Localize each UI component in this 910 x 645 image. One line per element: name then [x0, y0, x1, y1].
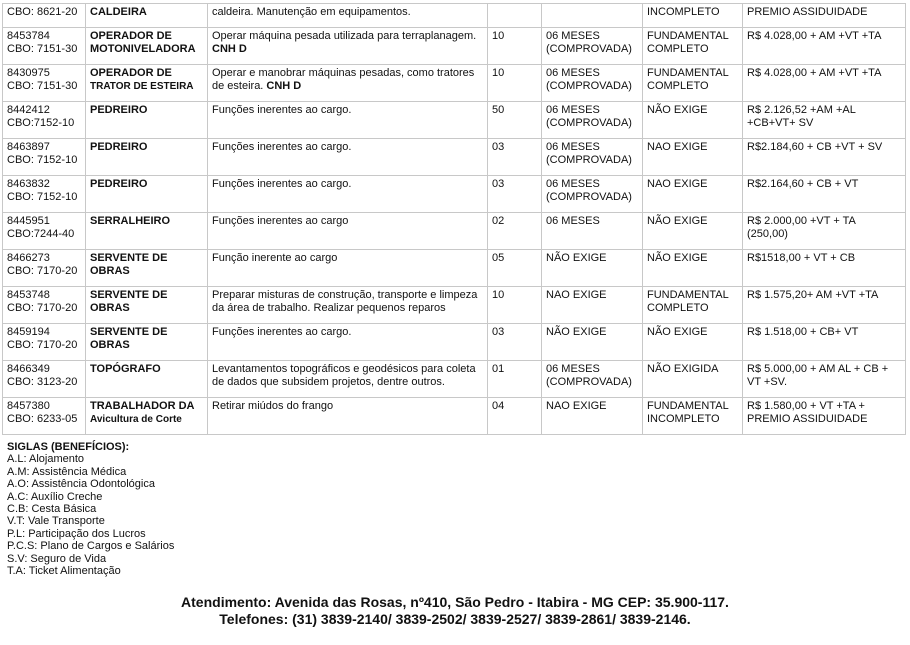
job-title: TRABALHADOR DA: [90, 400, 195, 412]
cell-schooling: [643, 361, 743, 398]
cell-title: [86, 324, 208, 361]
sigla-item: T.A: Ticket Alimentação: [7, 565, 121, 578]
cell-code: [3, 250, 86, 287]
cell-vacancies: [488, 287, 542, 324]
table-row: [3, 4, 906, 28]
cell-schooling: [643, 398, 743, 435]
cell-salary-text: R$2.184,60 + CB +VT + SV: [747, 141, 883, 153]
cell-schooling: [643, 139, 743, 176]
cell-experience: [542, 324, 643, 361]
cell-salary: [743, 250, 906, 287]
cell-vacancies: [488, 139, 542, 176]
cell-vacancies-text: 10: [492, 289, 505, 301]
cell-experience-text: NÃO EXIGE: [546, 252, 607, 264]
cell-experience: [542, 176, 643, 213]
cell-schooling-text: NÃO EXIGE: [647, 215, 708, 227]
cell-salary: [743, 324, 906, 361]
cell-salary: [743, 139, 906, 176]
cell-vacancies-text: 50: [492, 104, 505, 116]
cell-salary-text: R$ 5.000,00 + AM AL + CB + VT +SV.: [747, 363, 889, 388]
jobs-table-body: [3, 4, 906, 435]
cell-description: [208, 28, 488, 65]
cell-description: [208, 213, 488, 250]
cell-title: [86, 4, 208, 28]
cell-salary-text: R$ 2.000,00 +VT + TA (250,00): [747, 215, 856, 240]
cell-description: [208, 176, 488, 213]
description-text: caldeira. Manutenção em equipamentos.: [212, 6, 411, 18]
cell-salary: [743, 4, 906, 28]
cell-code: [3, 4, 86, 28]
cell-schooling: [643, 213, 743, 250]
license-requirement: CNH D: [212, 43, 247, 55]
description-text: Funções inerentes ao cargo.: [212, 178, 352, 190]
cell-code-text: CBO: 8621-20: [7, 6, 78, 18]
job-title-sub: Avicultura de Corte: [90, 414, 182, 425]
cell-code: [3, 65, 86, 102]
cell-schooling-text: NAO EXIGE: [647, 141, 708, 153]
cell-code: [3, 324, 86, 361]
sigla-item: A.M: Assistência Médica: [7, 465, 127, 478]
cell-experience: [542, 65, 643, 102]
cell-code-text: 8453784 CBO: 7151-30: [7, 30, 78, 55]
cell-experience: [542, 139, 643, 176]
cell-title: [86, 28, 208, 65]
cell-title: [86, 287, 208, 324]
description-text: Funções inerentes ao cargo: [212, 215, 349, 227]
description-text: Funções inerentes ao cargo.: [212, 141, 352, 153]
cell-salary-text: R$2.164,60 + CB + VT: [747, 178, 859, 190]
cell-code: [3, 213, 86, 250]
jobs-table: [2, 3, 906, 435]
cell-schooling: [643, 287, 743, 324]
cell-schooling-text: NÃO EXIGIDA: [647, 363, 719, 375]
job-title: SERVENTE DE OBRAS: [90, 289, 168, 314]
cell-description: [208, 250, 488, 287]
cell-schooling-text: NAO EXIGE: [647, 178, 708, 190]
cell-schooling-text: NÃO EXIGE: [647, 326, 708, 338]
cell-salary-text: R$ 2.126,52 +AM +AL +CB+VT+ SV: [747, 104, 856, 129]
cell-salary: [743, 361, 906, 398]
cell-experience: [542, 398, 643, 435]
table-row: [3, 324, 906, 361]
cell-vacancies: [488, 102, 542, 139]
cell-code-text: 8430975 CBO: 7151-30: [7, 67, 78, 92]
cell-experience-text: 06 MESES (COMPROVADA): [546, 178, 632, 203]
siglas-heading: SIGLAS (BENEFÍCIOS):: [7, 441, 130, 453]
sigla-item: V.T: Vale Transporte: [7, 515, 105, 528]
cell-experience-text: 06 MESES (COMPROVADA): [546, 30, 632, 55]
sigla-item: A.O: Assistência Odontológica: [7, 478, 155, 491]
cell-vacancies: [488, 213, 542, 250]
cell-code-text: 8463897 CBO: 7152-10: [7, 141, 78, 166]
cell-code-text: 8442412 CBO:7152-10: [7, 104, 75, 129]
cell-code-text: 8466273 CBO: 7170-20: [7, 252, 78, 277]
cell-schooling-text: FUNDAMENTAL COMPLETO: [647, 289, 729, 314]
cell-vacancies: [488, 250, 542, 287]
table-row: [3, 287, 906, 324]
table-row: [3, 102, 906, 139]
cell-description: [208, 102, 488, 139]
cell-vacancies-text: 01: [492, 363, 505, 375]
cell-experience-text: NAO EXIGE: [546, 400, 607, 412]
cell-vacancies-text: 02: [492, 215, 505, 227]
cell-vacancies: [488, 65, 542, 102]
cell-schooling-text: FUNDAMENTAL COMPLETO: [647, 67, 729, 92]
cell-vacancies-text: 03: [492, 178, 505, 190]
job-title: PEDREIRO: [90, 104, 148, 116]
cell-code-text: 8463832 CBO: 7152-10: [7, 178, 78, 203]
cell-schooling-text: INCOMPLETO: [647, 6, 720, 18]
table-row: [3, 361, 906, 398]
cell-title: [86, 139, 208, 176]
table-row: [3, 139, 906, 176]
sigla-item: P.L: Participação dos Lucros: [7, 527, 146, 540]
cell-code-text: 8459194 CBO: 7170-20: [7, 326, 78, 351]
cell-title: [86, 65, 208, 102]
job-title-sub: TRATOR DE ESTEIRA: [90, 81, 194, 92]
description-text: Levantamentos topográficos e geodésicos para coleta de dados que subsidem projetos, dentre outros.: [212, 363, 476, 388]
cell-schooling-text: FUNDAMENTAL COMPLETO: [647, 30, 729, 55]
cell-description: [208, 398, 488, 435]
cell-schooling-text: FUNDAMENTAL INCOMPLETO: [647, 400, 729, 425]
cell-schooling: [643, 324, 743, 361]
cell-experience: [542, 250, 643, 287]
cell-description: [208, 287, 488, 324]
cell-description: [208, 139, 488, 176]
cell-schooling: [643, 4, 743, 28]
job-title: OPERADOR DE: [90, 67, 172, 79]
description-text: Funções inerentes ao cargo.: [212, 104, 352, 116]
license-requirement: CNH D: [266, 80, 302, 92]
cell-vacancies: [488, 361, 542, 398]
siglas-section: [7, 441, 174, 577]
cell-experience-text: NÃO EXIGE: [546, 326, 607, 338]
footer-address: Atendimento: Avenida das Rosas, nº410, São Pedro - Itabira - MG CEP: 35.900-117.: [181, 594, 729, 610]
cell-vacancies: [488, 176, 542, 213]
cell-description: [208, 361, 488, 398]
description-text: Operar máquina pesada utilizada para terraplanagem.: [212, 30, 477, 42]
cell-vacancies: [488, 4, 542, 28]
cell-salary-text: PREMIO ASSIDUIDADE: [747, 6, 868, 18]
job-title: PEDREIRO: [90, 178, 148, 190]
cell-experience-text: 06 MESES (COMPROVADA): [546, 104, 632, 129]
cell-experience-text: 06 MESES (COMPROVADA): [546, 141, 632, 166]
cell-schooling: [643, 28, 743, 65]
cell-salary: [743, 65, 906, 102]
cell-salary-text: R$1518,00 + VT + CB: [747, 252, 856, 264]
cell-vacancies: [488, 28, 542, 65]
cell-description: [208, 4, 488, 28]
cell-title: [86, 398, 208, 435]
cell-description: [208, 65, 488, 102]
description-text: Retirar miúdos do frango: [212, 400, 334, 412]
cell-vacancies-text: 10: [492, 30, 505, 42]
cell-title: [86, 213, 208, 250]
cell-vacancies: [488, 398, 542, 435]
cell-salary: [743, 213, 906, 250]
cell-vacancies: [488, 324, 542, 361]
cell-experience: [542, 287, 643, 324]
job-title: CALDEIRA: [90, 6, 147, 18]
cell-salary: [743, 287, 906, 324]
cell-experience-text: NAO EXIGE: [546, 289, 607, 301]
cell-experience-text: 06 MESES: [546, 215, 600, 227]
cell-code: [3, 361, 86, 398]
cell-title: [86, 176, 208, 213]
cell-experience-text: 06 MESES (COMPROVADA): [546, 67, 632, 92]
cell-code-text: 8453748 CBO: 7170-20: [7, 289, 78, 314]
cell-salary: [743, 176, 906, 213]
sigla-item: C.B: Cesta Básica: [7, 503, 97, 516]
table-row: [3, 176, 906, 213]
table-row: [3, 250, 906, 287]
description-text: Preparar misturas de construção, transporte e limpeza da área de trabalho. Realizar pequenos reparos: [212, 289, 478, 314]
cell-title: [86, 250, 208, 287]
cell-salary-text: R$ 4.028,00 + AM +VT +TA: [747, 67, 882, 79]
cell-code-text: 8457380 CBO: 6233-05: [7, 400, 78, 425]
cell-experience: [542, 361, 643, 398]
cell-code: [3, 287, 86, 324]
cell-experience: [542, 28, 643, 65]
cell-experience-text: 06 MESES (COMPROVADA): [546, 363, 632, 388]
cell-vacancies-text: 10: [492, 67, 505, 79]
cell-salary: [743, 28, 906, 65]
cell-experience: [542, 213, 643, 250]
cell-title: [86, 102, 208, 139]
cell-salary-text: R$ 4.028,00 + AM +VT +TA: [747, 30, 882, 42]
cell-salary: [743, 398, 906, 435]
table-row: [3, 65, 906, 102]
cell-code: [3, 398, 86, 435]
cell-description: [208, 324, 488, 361]
cell-vacancies-text: 03: [492, 326, 505, 338]
cell-schooling: [643, 102, 743, 139]
cell-salary-text: R$ 1.580,00 + VT +TA + PREMIO ASSIDUIDADE: [747, 400, 868, 425]
cell-title: [86, 361, 208, 398]
cell-schooling: [643, 250, 743, 287]
cell-schooling-text: NÃO EXIGE: [647, 252, 708, 264]
cell-code: [3, 176, 86, 213]
cell-schooling-text: NÃO EXIGE: [647, 104, 708, 116]
description-text: Operar e manobrar máquinas pesadas, como tratores de esteira.: [212, 67, 475, 92]
cell-vacancies-text: 04: [492, 400, 505, 412]
cell-experience: [542, 102, 643, 139]
sigla-item: P.C.S: Plano de Cargos e Salários: [7, 540, 175, 553]
table-row: [3, 28, 906, 65]
cell-code: [3, 139, 86, 176]
sigla-item: S.V: Seguro de Vida: [7, 552, 107, 565]
footer-contact: [0, 594, 910, 628]
job-title: PEDREIRO: [90, 141, 148, 153]
cell-code: [3, 28, 86, 65]
job-title: SERRALHEIRO: [90, 215, 171, 227]
cell-code-text: 8445951 CBO:7244-40: [7, 215, 75, 240]
cell-experience: [542, 4, 643, 28]
sigla-item: A.L: Alojamento: [7, 453, 85, 466]
job-title: SERVENTE DE OBRAS: [90, 326, 168, 351]
cell-salary: [743, 102, 906, 139]
cell-salary-text: R$ 1.575,20+ AM +VT +TA: [747, 289, 879, 301]
cell-code: [3, 102, 86, 139]
sigla-item: A.C: Auxílio Creche: [7, 490, 103, 503]
cell-salary-text: R$ 1.518,00 + CB+ VT: [747, 326, 859, 338]
table-row: [3, 213, 906, 250]
cell-schooling: [643, 176, 743, 213]
job-title: TOPÓGRAFO: [90, 363, 161, 375]
job-title: SERVENTE DE OBRAS: [90, 252, 168, 277]
footer-phones: Telefones: (31) 3839-2140/ 3839-2502/ 3839-2527/ 3839-2861/ 3839-2146.: [219, 611, 691, 627]
table-row: [3, 398, 906, 435]
cell-vacancies-text: 03: [492, 141, 505, 153]
cell-schooling: [643, 65, 743, 102]
cell-code-text: 8466349 CBO: 3123-20: [7, 363, 78, 388]
cell-vacancies-text: 05: [492, 252, 505, 264]
description-text: Função inerente ao cargo: [212, 252, 338, 264]
description-text: Funções inerentes ao cargo.: [212, 326, 352, 338]
job-title: OPERADOR DE MOTONIVELADORA: [90, 30, 196, 55]
